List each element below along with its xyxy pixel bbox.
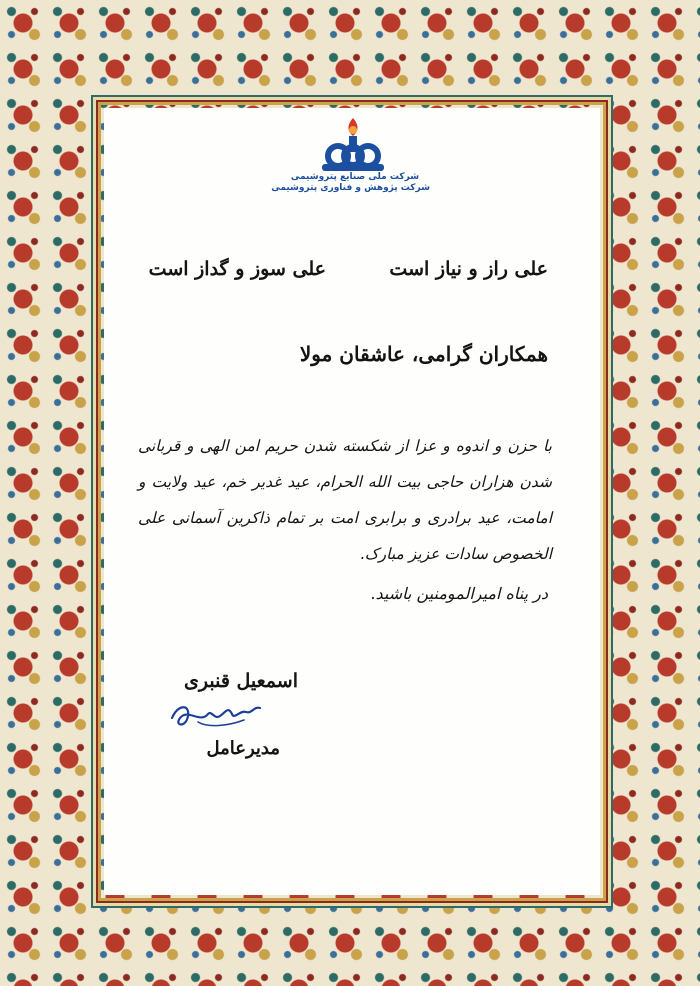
signer-name: اسمعیل قنبری <box>184 670 298 692</box>
motto-right: علی راز و نیاز است <box>389 258 548 280</box>
signer-title: مدیرعامل <box>206 738 280 759</box>
organization-line-2: شرکت پژوهش و فناوری پتروشیمی <box>271 183 430 193</box>
company-logo-icon <box>318 116 388 176</box>
letter-body: با حزن و اندوه و عزا از شکسته شدن حریم امن الهی و قربانی شدن هزاران حاجی بیت الله الحرام، عید غدیر خم، عید ولایت و امامت، عید برادری و برابری امت بر تمام ذاکرین آسمانی علی الخصوص سادات عزیز مبارک. <box>138 437 552 563</box>
organization-name <box>271 172 430 194</box>
closing-line: در پناه امیرالمومنین باشید. <box>370 584 548 603</box>
salutation: همکاران گرامی، عاشقان مولا <box>299 342 548 366</box>
handwritten-signature <box>168 698 268 732</box>
organization-line-1: شرکت ملی صنایع پتروشیمی <box>290 172 420 182</box>
motto-left: علی سوز و گداز است <box>148 258 326 280</box>
